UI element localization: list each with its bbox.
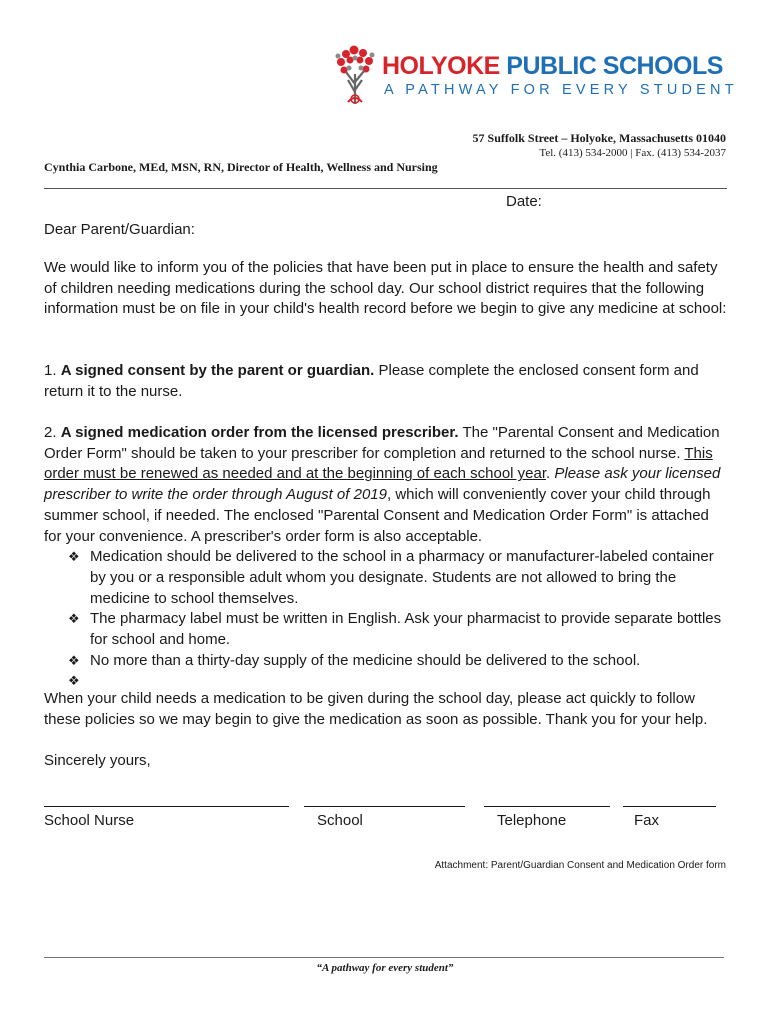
school-nurse-label: School Nurse — [44, 812, 135, 829]
sign-off: Sincerely yours, — [44, 752, 151, 769]
attachment-note: Attachment: Parent/Guardian Consent and Medication Order form — [434, 860, 726, 871]
list-item — [68, 651, 727, 672]
requirement-1 — [44, 361, 727, 402]
diamond-bullet-icon: ❖ — [68, 652, 80, 668]
brand-name — [382, 52, 723, 81]
footer-divider — [44, 957, 724, 958]
requirement-2 — [44, 423, 727, 692]
diamond-bullet-icon: ❖ — [68, 673, 80, 689]
list-item — [68, 609, 727, 650]
phone-fax: Tel. (413) 534-2000 | Fax. (413) 534-2037 — [539, 147, 726, 159]
bullet-text: Medication should be delivered to the school in a pharmacy or manufacturer-labeled container by you or a responsible adult whom you designate. Students are not allowed to bring the medicine to school themselves. — [90, 548, 714, 607]
renewal-note: This order must be renewed as needed and at the beginning of each school year — [44, 444, 713, 483]
date-label: Date: — [506, 193, 542, 210]
requirement-2-number: 2. — [44, 424, 61, 441]
requirement-1-heading: A signed consent by the parent or guardian. — [60, 362, 375, 379]
requirement-1-number: 1. — [44, 362, 61, 379]
telephone-signature-line — [484, 806, 610, 807]
requirement-2-text: The "Parental Consent and Medication Order Form" should be taken to your prescriber for completion and returned to the school nurse. — [44, 424, 720, 462]
renewal-period: . — [546, 465, 555, 483]
nurse-signature-line — [44, 806, 289, 807]
greeting: Dear Parent/Guardian: — [44, 221, 195, 238]
list-item — [68, 547, 727, 609]
intro-paragraph: We would like to inform you of the policies that have been put in place to ensure the health and safety of children needing medications during the school day. Our school district requires that the following information must be on file in your child's health record before we begin to give any medicine at school: — [44, 259, 727, 318]
requirement-2-text-2: , which will conveniently cover your child through summer school, if needed. The enclosed "Parental Consent and Medication Order Form" is attached for your convenience. A prescriber's order form is also acceptable. — [44, 486, 711, 545]
school-logo — [332, 44, 738, 108]
diamond-bullet-icon: ❖ — [68, 549, 80, 565]
bullet-text: The pharmacy label must be written in English. Ask your pharmacist to provide separate bottles for school and home. — [90, 610, 722, 649]
diamond-bullet-icon: ❖ — [68, 611, 80, 627]
header-divider — [44, 188, 727, 189]
brand-name-blue: PUBLIC SCHOOLS — [506, 52, 723, 80]
school-signature-line — [304, 806, 465, 807]
requirement-2-paragraph — [44, 423, 727, 547]
telephone-label: Telephone — [497, 812, 567, 829]
fax-label: Fax — [634, 812, 660, 829]
requirement-1-text: Please complete the enclosed consent form and return it to the nurse. — [44, 362, 699, 400]
requirement-2-heading: A signed medication order from the licensed prescriber. — [60, 424, 459, 441]
tree-logo-icon — [332, 44, 378, 106]
prescriber-request: Please ask your licensed prescriber to write the order through August of 2019 — [44, 465, 721, 504]
brand-name-red: HOLYOKE — [382, 52, 500, 80]
brand-tagline: A PATHWAY FOR EVERY STUDENT — [384, 82, 738, 98]
school-address: 57 Suffolk Street – Holyoke, Massachusetts 01040 — [472, 131, 726, 145]
fax-signature-line — [623, 806, 716, 807]
bullet-text: No more than a thirty-day supply of the medicine should be delivered to the school. — [90, 651, 641, 669]
footer-motto: “A pathway for every student” — [316, 962, 454, 974]
school-label: School — [317, 812, 363, 829]
closing-paragraph: When your child needs a medication to be given during the school day, please act quickly to follow these policies so we may begin to give the medication as soon as possible. Thank you for your help. — [44, 690, 708, 728]
director-line: Cynthia Carbone, MEd, MSN, RN, Director of Health, Wellness and Nursing — [44, 160, 438, 174]
medication-rules-list — [44, 547, 727, 692]
